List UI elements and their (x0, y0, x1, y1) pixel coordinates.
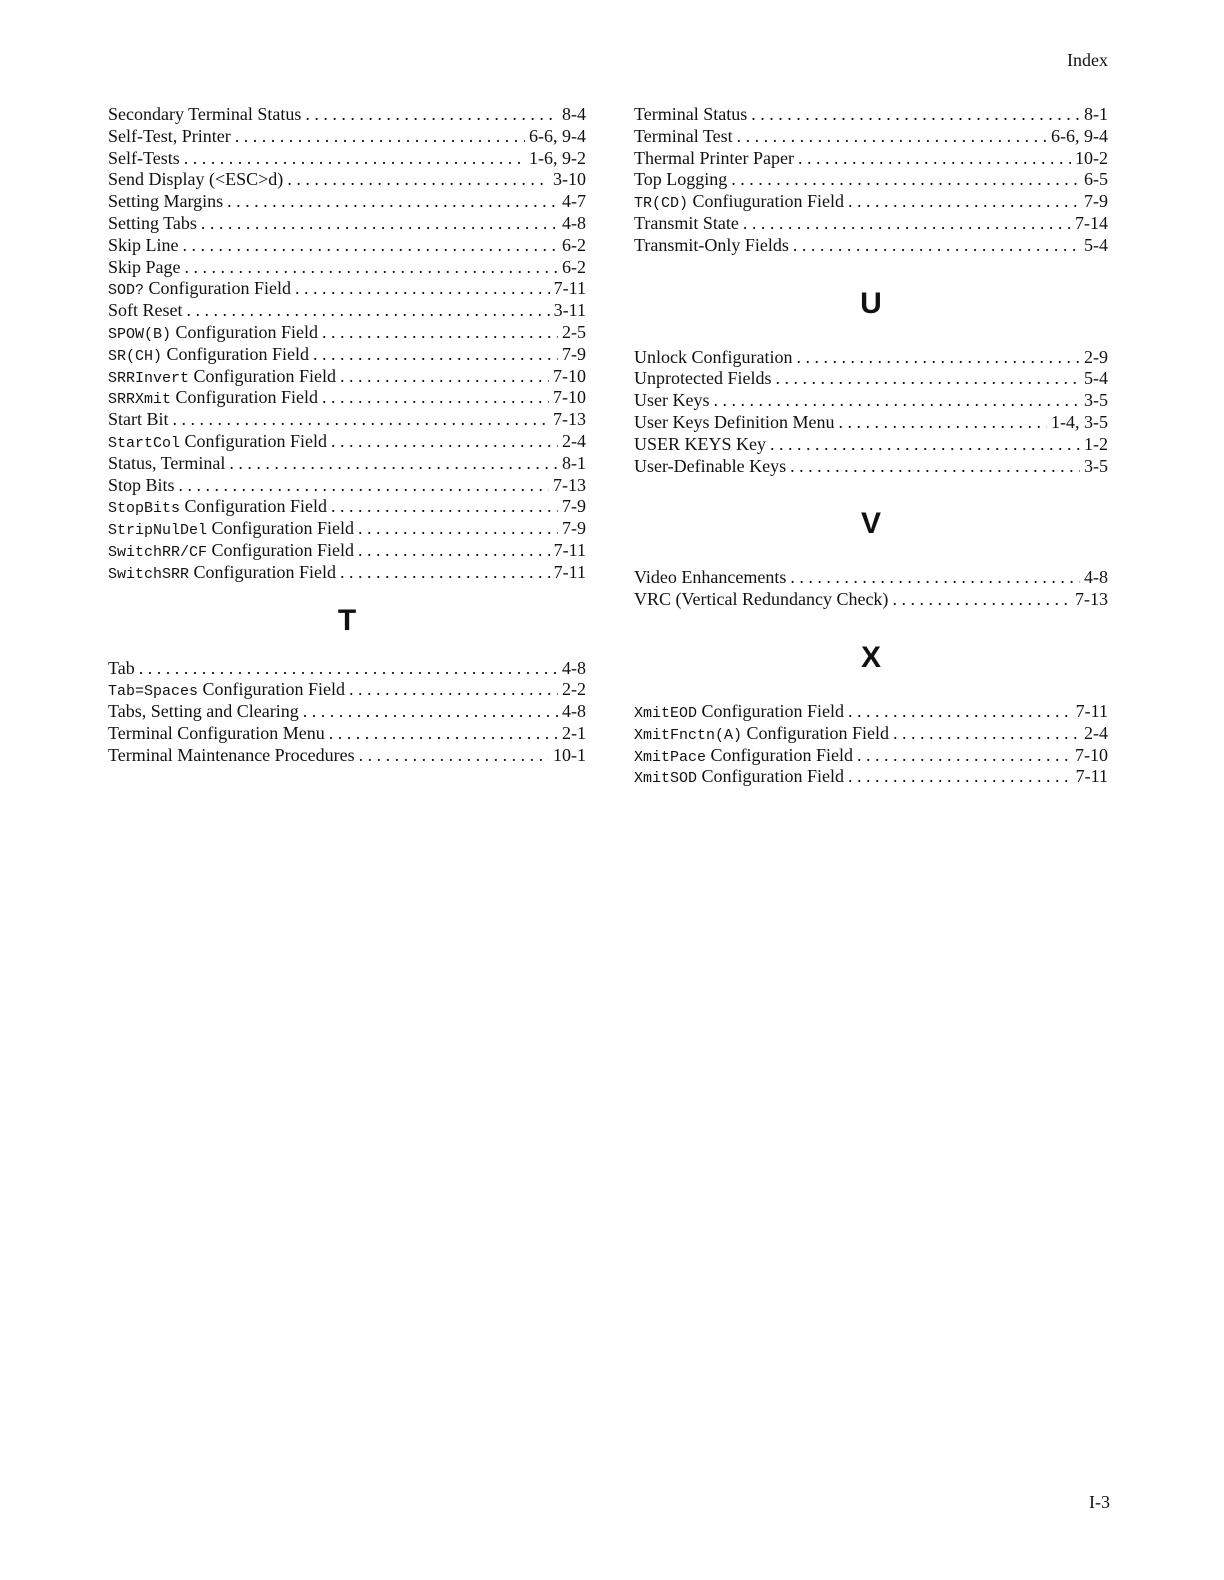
dot-leader (185, 257, 558, 279)
config-field-code: SOD? (108, 282, 145, 300)
index-term-label: Soft Reset (108, 300, 183, 321)
index-page-ref: 6-6, 9-4 (529, 125, 586, 146)
section-letter-x: X (860, 640, 881, 674)
index-term (634, 104, 747, 126)
index-term-label: Self-Test, Printer (108, 125, 231, 146)
index-term (634, 213, 739, 235)
index-page-ref: 6-5 (1084, 169, 1108, 190)
index-term-label: Configuration Field (184, 430, 328, 451)
index-entry (108, 453, 586, 475)
index-term-label: Configuration Field (166, 343, 310, 364)
index-page-ref: 8-1 (1084, 104, 1108, 124)
dot-leader (848, 191, 1080, 213)
dot-leader (313, 344, 558, 366)
index-term-label: User Keys Definition Menu (634, 411, 835, 432)
index-page-ref: 10-1 (553, 744, 586, 765)
index-entry (634, 148, 1108, 170)
index-term-label: Configuration Field (193, 561, 337, 582)
index-page-ref: 2-4 (562, 430, 586, 451)
index-term-label: VRC (Vertical Redundancy Check) (634, 589, 889, 610)
index-term (108, 453, 225, 475)
config-field-code: StripNulDel (108, 522, 208, 540)
index-page-ref: 7-10 (553, 387, 586, 408)
index-term-label: Start Bit (108, 409, 169, 430)
index-term (108, 235, 179, 257)
index-entry (108, 409, 586, 431)
index-entry (108, 562, 586, 584)
index-term-label: Confiuguration Field (692, 191, 845, 212)
index-page-ref: 4-8 (562, 212, 586, 233)
index-entry (108, 322, 586, 344)
dot-leader (796, 347, 1080, 369)
index-term (108, 126, 231, 148)
index-entry (634, 213, 1108, 235)
dot-leader (287, 169, 549, 191)
index-entry (634, 390, 1108, 412)
section-letter-u: U (860, 286, 882, 320)
index-term (634, 412, 834, 434)
index-term (634, 126, 733, 148)
index-page-ref: 7-11 (553, 539, 586, 560)
dot-leader (331, 431, 558, 453)
index-term-label: Self-Tests (108, 147, 180, 168)
index-entry (634, 434, 1108, 456)
config-field-code: TR(CD) (634, 195, 689, 213)
index-term-label: Configuration Field (701, 700, 845, 721)
index-entry (108, 431, 586, 453)
index-term (634, 589, 888, 611)
index-entry (108, 213, 586, 235)
index-group-s (108, 104, 586, 584)
dot-leader (303, 701, 558, 723)
dot-leader (184, 148, 525, 170)
index-term-label: Configuration Field (211, 518, 355, 539)
dot-leader (857, 745, 1071, 767)
index-entry (634, 104, 1108, 126)
index-entry (108, 278, 586, 300)
index-entry (108, 723, 586, 745)
index-page-ref: 2-4 (1084, 722, 1108, 743)
index-page-ref: 2-9 (1084, 346, 1108, 367)
index-page-ref: 7-13 (553, 474, 586, 495)
index-page-ref: 1-6, 9-2 (529, 147, 586, 168)
index-term (108, 169, 283, 191)
index-entry (108, 366, 586, 388)
dot-leader (838, 412, 1047, 434)
dot-leader (358, 540, 550, 562)
index-entry (634, 191, 1108, 213)
index-page-ref: 3-5 (1084, 390, 1108, 411)
index-term (634, 745, 853, 767)
index-page-ref: 1-2 (1084, 433, 1108, 454)
index-entry (108, 518, 586, 540)
dot-leader (187, 300, 550, 322)
index-term (634, 701, 844, 723)
index-term-label: Status, Terminal (108, 452, 226, 473)
index-page-ref: 4-8 (562, 657, 586, 678)
dot-leader (798, 148, 1071, 170)
index-term (108, 300, 183, 322)
dot-leader (751, 104, 1080, 126)
index-page-ref: 4-8 (1084, 567, 1108, 588)
index-term (108, 257, 181, 279)
index-group-t-continued (634, 104, 1108, 257)
index-entry (634, 701, 1108, 723)
dot-leader (139, 658, 558, 680)
config-field-code: SPOW(B) (108, 325, 172, 343)
index-term-label: USER KEYS Key (634, 433, 767, 454)
index-entry (634, 235, 1108, 257)
dot-leader (359, 745, 549, 767)
index-entry (108, 344, 586, 366)
dot-leader (790, 456, 1080, 478)
dot-leader (737, 126, 1047, 148)
index-entry (634, 368, 1108, 390)
dot-leader (322, 322, 558, 344)
index-page-ref: 6-2 (562, 256, 586, 277)
dot-leader (173, 409, 549, 431)
index-entry (108, 387, 586, 409)
config-field-code: SRRInvert (108, 369, 190, 387)
index-term (634, 148, 794, 170)
dot-leader (229, 453, 558, 475)
index-term (108, 104, 301, 126)
index-term (108, 496, 327, 518)
config-field-code: XmitFnctn(A) (634, 726, 743, 744)
index-page-ref: 2-2 (562, 679, 586, 700)
index-entry (634, 412, 1108, 434)
index-term (108, 322, 318, 344)
index-entry (108, 658, 586, 680)
index-page-ref: 8-4 (562, 104, 586, 124)
index-term (634, 368, 771, 390)
index-term-label: Stop Bits (108, 474, 175, 495)
index-term-label: Thermal Printer Paper (634, 147, 794, 168)
index-term-label: Terminal Maintenance Procedures (108, 744, 355, 765)
config-field-code: XmitEOD (634, 704, 698, 722)
config-field-code: SwitchSRR (108, 565, 190, 583)
dot-leader (295, 278, 550, 300)
index-term (108, 366, 336, 388)
index-term (108, 213, 197, 235)
index-entry (108, 679, 586, 701)
config-field-code: SwitchRR/CF (108, 543, 208, 561)
index-term-label: Transmit-Only Fields (634, 234, 789, 255)
dot-leader (848, 701, 1072, 723)
dot-leader (848, 766, 1072, 788)
index-page-ref: 7-9 (1084, 191, 1108, 212)
index-term-label: Configuration Field (193, 365, 337, 386)
index-term (108, 191, 223, 213)
index-column-left (108, 104, 586, 767)
index-term (634, 191, 844, 213)
index-page-ref: 7-14 (1075, 212, 1108, 233)
index-group-x (634, 701, 1108, 788)
index-page-ref: 3-10 (553, 169, 586, 190)
index-term-label: Setting Margins (108, 191, 224, 212)
index-entry (108, 104, 586, 126)
index-term (108, 278, 291, 300)
index-entry (634, 723, 1108, 745)
index-term (634, 169, 727, 191)
dot-leader (892, 589, 1071, 611)
index-page-ref: 10-2 (1075, 147, 1108, 168)
index-page-ref: 7-9 (562, 518, 586, 539)
index-page-ref: 6-6, 9-4 (1051, 125, 1108, 146)
index-page-ref: 3-5 (1084, 455, 1108, 476)
index-term-label: Send Display (<ESC>d) (108, 169, 284, 190)
config-field-code: XmitPace (634, 748, 707, 766)
dot-leader (770, 434, 1080, 456)
index-term (108, 475, 175, 497)
index-term (634, 235, 789, 257)
index-entry (634, 766, 1108, 788)
index-entry (108, 191, 586, 213)
index-term-label: Configuration Field (175, 321, 319, 342)
index-term-label: Configuration Field (148, 278, 292, 299)
index-page-ref: 3-11 (553, 300, 586, 321)
index-term (634, 456, 786, 478)
dot-leader (179, 475, 549, 497)
dot-leader (743, 213, 1071, 235)
index-term-label: Configuration Field (746, 722, 890, 743)
index-term-label: Configuration Field (175, 387, 319, 408)
index-page-ref: 8-1 (562, 452, 586, 473)
dot-leader (322, 387, 549, 409)
index-term-label: Unprotected Fields (634, 368, 772, 389)
index-term-label: Secondary Terminal Status (108, 104, 302, 124)
dot-leader (329, 723, 558, 745)
index-page-ref: 7-11 (1075, 700, 1108, 721)
index-group-t (108, 658, 586, 767)
config-field-code: Tab=Spaces (108, 683, 199, 701)
dot-leader (340, 562, 550, 584)
index-term-label: Skip Line (108, 234, 179, 255)
index-term-label: Configuration Field (701, 766, 845, 787)
index-entry (634, 589, 1108, 611)
index-entry (108, 235, 586, 257)
index-page-ref: 7-10 (553, 365, 586, 386)
config-field-code: XmitSOD (634, 770, 698, 788)
index-term (634, 723, 889, 745)
dot-leader (305, 104, 558, 126)
index-entry (634, 126, 1108, 148)
index-term-label: Terminal Test (634, 125, 733, 146)
running-header: Index (1067, 50, 1108, 70)
index-term (108, 679, 345, 701)
dot-leader (713, 390, 1080, 412)
index-term-label: Top Logging (634, 169, 728, 190)
index-term (108, 518, 354, 540)
index-term-label: Configuration Field (710, 744, 854, 765)
index-entry (634, 456, 1108, 478)
index-term (634, 766, 844, 788)
index-term (634, 567, 786, 589)
index-entry (108, 169, 586, 191)
index-entry (108, 475, 586, 497)
index-term-label: Transmit State (634, 212, 739, 233)
index-term (634, 347, 792, 369)
index-entry (634, 169, 1108, 191)
dot-leader (340, 366, 549, 388)
index-term-label: Tab (108, 657, 135, 678)
index-entry (108, 300, 586, 322)
index-entry (634, 745, 1108, 767)
index-term-label: Configuration Field (184, 496, 328, 517)
index-page-ref: 5-4 (1084, 368, 1108, 389)
index-term-label: Terminal Status (634, 104, 748, 124)
index-column-right (634, 104, 1108, 788)
dot-leader (790, 567, 1080, 589)
index-entry (108, 257, 586, 279)
index-entry (108, 745, 586, 767)
dot-leader (201, 213, 558, 235)
index-term-label: User Keys (634, 390, 710, 411)
index-term (108, 148, 180, 170)
index-page-ref: 7-11 (553, 278, 586, 299)
dot-leader (349, 679, 558, 701)
dot-leader (227, 191, 558, 213)
index-page-ref: 2-1 (562, 722, 586, 743)
index-term-label: Unlock Configuration (634, 346, 793, 367)
index-term (634, 390, 709, 412)
index-group-v (634, 567, 1108, 611)
dot-leader (775, 368, 1080, 390)
index-page-ref: 6-2 (562, 234, 586, 255)
page-number: I-3 (1089, 1492, 1110, 1512)
section-letter-v: V (860, 507, 881, 541)
index-term-label: User-Definable Keys (634, 455, 787, 476)
config-field-code: SR(CH) (108, 347, 163, 365)
index-page-ref: 7-11 (1075, 766, 1108, 787)
index-term-label: Video Enhancements (634, 567, 787, 588)
dot-leader (358, 518, 558, 540)
index-entry (108, 148, 586, 170)
index-term-label: Tabs, Setting and Clearing (108, 701, 299, 722)
index-page-ref: 5-4 (1084, 234, 1108, 255)
index-entry (108, 540, 586, 562)
index-page-ref: 4-7 (562, 191, 586, 212)
dot-leader (331, 496, 558, 518)
index-page-ref: 2-5 (562, 321, 586, 342)
config-field-code: SRRXmit (108, 391, 172, 409)
dot-leader (731, 169, 1080, 191)
index-page-ref: 7-11 (553, 561, 586, 582)
index-term (108, 701, 299, 723)
index-entry (634, 567, 1108, 589)
index-term (108, 431, 327, 453)
index-page-ref: 7-10 (1075, 744, 1108, 765)
index-term (108, 562, 336, 584)
dot-leader (793, 235, 1080, 257)
index-term (108, 344, 309, 366)
index-page-ref: 7-9 (562, 343, 586, 364)
index-term-label: Configuration Field (202, 679, 346, 700)
config-field-code: StartCol (108, 434, 181, 452)
index-term-label: Terminal Configuration Menu (108, 722, 325, 743)
index-term (108, 540, 354, 562)
index-page-ref: 1-4, 3-5 (1051, 411, 1108, 432)
index-page-ref: 7-13 (553, 409, 586, 430)
index-entry (108, 496, 586, 518)
index-page-ref: 7-9 (562, 496, 586, 517)
dot-leader (235, 126, 525, 148)
index-term-label: Setting Tabs (108, 212, 197, 233)
index-term (108, 387, 318, 409)
index-term (108, 658, 135, 680)
dot-leader (893, 723, 1080, 745)
index-term (108, 409, 169, 431)
index-term (108, 745, 355, 767)
index-entry (634, 347, 1108, 369)
index-entry (108, 701, 586, 723)
index-entry (108, 126, 586, 148)
config-field-code: StopBits (108, 500, 181, 518)
index-page-ref: 4-8 (562, 701, 586, 722)
index-term-label: Skip Page (108, 256, 181, 277)
dot-leader (183, 235, 559, 257)
index-page-ref: 7-13 (1075, 589, 1108, 610)
index-group-u (634, 347, 1108, 478)
section-letter-t: T (337, 603, 357, 637)
index-term (108, 723, 325, 745)
index-term-label: Configuration Field (211, 539, 355, 560)
index-term (634, 434, 766, 456)
